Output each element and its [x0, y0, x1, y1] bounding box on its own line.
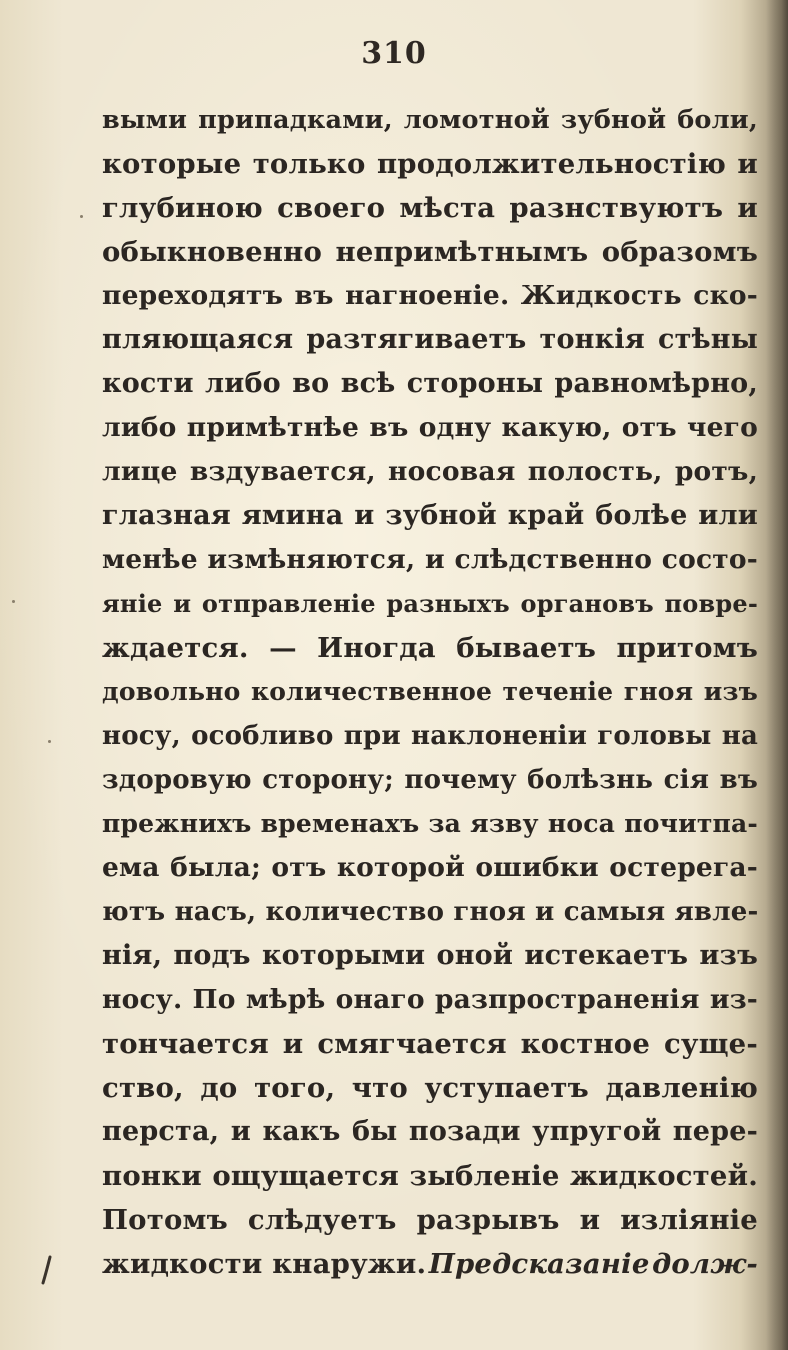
text-line: перста, и какъ бы позади упругой пере- [102, 1116, 758, 1147]
text-line: переходятъ въ нагноеніе. Жидкость ско- [102, 280, 758, 311]
ink-mark [40, 1255, 54, 1285]
text-line: понки ощущается зыбленіе жидкостей. [102, 1160, 758, 1192]
text-line: ема была; отъ которой ошибки остерега- [102, 852, 758, 883]
text-line: Потомъ слѣдуетъ разрывъ и изліяніе [102, 1204, 758, 1236]
last-line-italic-heading: Предсказаніе [428, 1248, 650, 1280]
text-line: ютъ насъ, количество гноя и самыя явле- [102, 897, 759, 927]
paper-speck [48, 740, 51, 743]
text-line: лице вздувается, носовая полость, ротъ, [102, 456, 758, 487]
text-line: пляющаяся разтягиваетъ тонкія стѣны [102, 324, 758, 355]
text-line: выми припадками, ломотной зубной боли, [102, 105, 758, 135]
paper-speck [12, 600, 15, 603]
body-text [102, 98, 758, 1286]
text-line: нія, подъ которыми оной истекаетъ изъ [102, 940, 758, 971]
text-line: ство, до того, что уступаетъ давленію [102, 1072, 758, 1104]
text-line: ждается. — Иногда бываетъ притомъ [102, 632, 758, 664]
page-edge-shadow [766, 0, 788, 1350]
text-line: которые только продолжительностію и [102, 148, 758, 180]
text-line: довольно количественное теченіе гноя изъ [102, 677, 758, 706]
last-line-normal-text: жидкости кнаружи. [102, 1248, 427, 1280]
last-line-continuation: долж- [652, 1248, 758, 1280]
text-line: носу, особливо при наклоненіи головы на [102, 721, 758, 751]
text-line: прежнихъ временахъ за язву носа почитпа- [102, 809, 758, 838]
text-line: кости либо во всѣ стороны равномѣрно, [102, 368, 758, 399]
text-line: яніе и отправленіе разныхъ органовъ повре- [102, 589, 758, 618]
text-line: здоровую сторону; почему болѣзнь сія въ [102, 765, 758, 795]
text-line: тончается и смягчается костное суще- [102, 1028, 758, 1060]
text-line: обыкновенно непримѣтнымъ образомъ [102, 236, 758, 268]
text-line-last [102, 1242, 758, 1286]
paper-speck [80, 215, 83, 218]
text-line: носу. По мѣрѣ онаго разпространенія из- [102, 984, 758, 1015]
page-number: 310 [361, 36, 427, 71]
text-line: либо примѣтнѣе въ одну какую, отъ чего [102, 412, 758, 443]
text-line: глазная ямина и зубной край болѣе или [102, 500, 758, 531]
text-line: менѣе измѣняются, и слѣдственно состо- [102, 544, 758, 575]
text-line: глубиною своего мѣста разнствуютъ и [102, 192, 758, 224]
